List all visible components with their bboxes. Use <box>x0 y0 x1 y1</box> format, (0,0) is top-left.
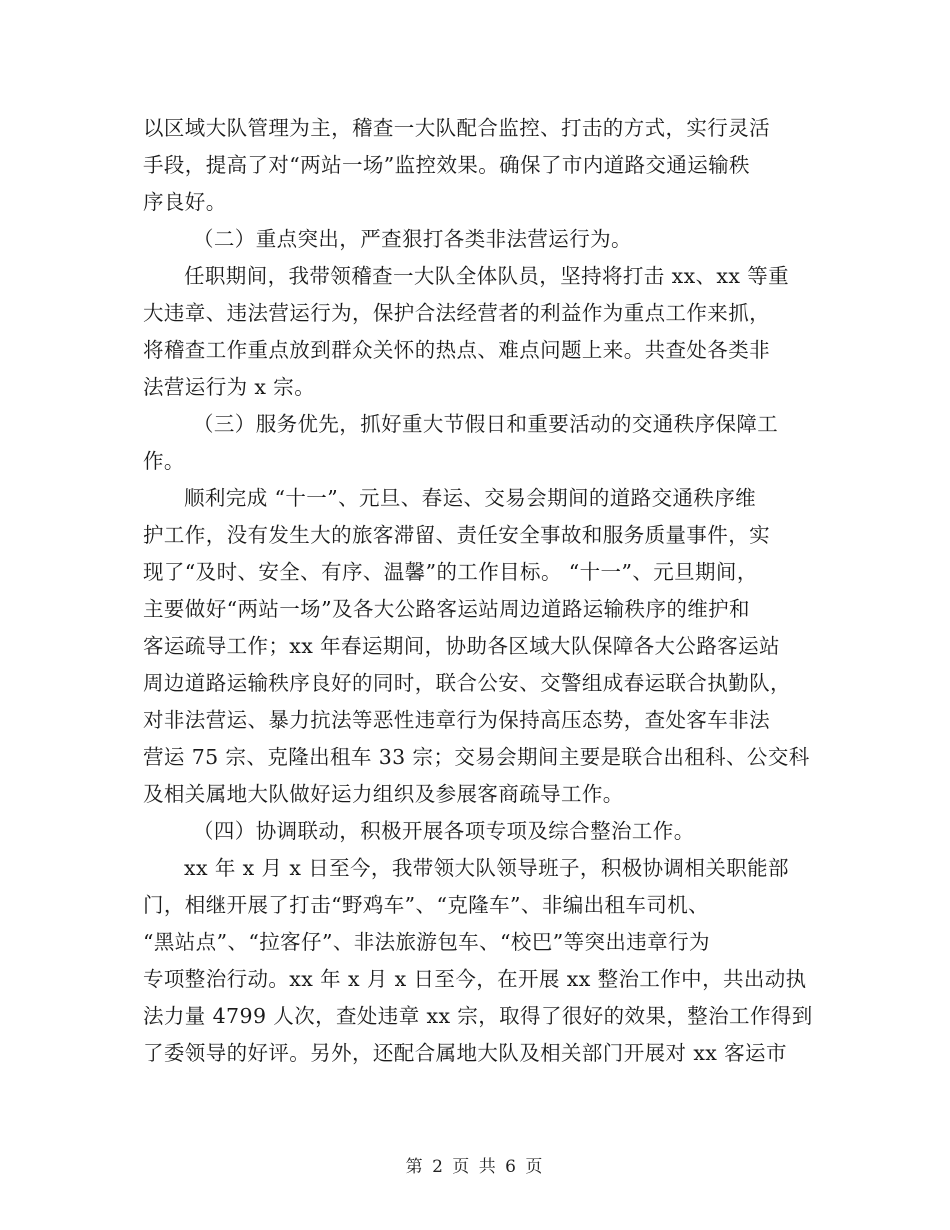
paragraph-first-line: 任职期间，我带领稽查一大队全体队员，坚持将打击 xx、xx 等重 <box>184 264 790 288</box>
page-number-footer: 第 2 页 共 6 页 <box>405 1157 545 1177</box>
text-line: 周边道路运输秩序良好的同时，联合公安、交警组成春运联合执勤队， <box>143 671 791 695</box>
text-line: 作。 <box>143 449 185 473</box>
text-line: 专项整治行动。xx 年 x 月 x 日至今，在开展 xx 整治工作中，共出动执 <box>143 967 807 991</box>
text-line: 对非法营运、暴力抗法等恶性违章行为保持高压态势，查处客车非法 <box>143 708 770 732</box>
text-line: 大违章、违法营运行为，保护合法经营者的利益作为重点工作来抓， <box>143 301 770 325</box>
section-heading: （四）协调联动，积极开展各项专项及综合整治工作。 <box>193 819 695 843</box>
text-line: 法营运行为 x 宗。 <box>143 375 316 399</box>
text-line: 及相关属地大队做好运力组织及参展客商疏导工作。 <box>143 782 624 806</box>
text-line: 营运 75 宗、克隆出租车 33 宗；交易会期间主要是联合出租科、公交科 <box>143 745 810 769</box>
text-line: 主要做好“两站一场”及各大公路客运站周边道路运输秩序的维护和 <box>143 597 750 621</box>
section-heading: （二）重点突出，严查狠打各类非法营运行为。 <box>193 227 632 251</box>
section-heading: （三）服务优先，抓好重大节假日和重要活动的交通秩序保障工 <box>193 412 779 436</box>
text-line: 客运疏导工作；xx 年春运期间，协助各区域大队保障各大公路客运站 <box>143 634 780 658</box>
text-line: 了委领导的好评。另外，还配合属地大队及相关部门开展对 xx 客运市 <box>143 1041 787 1065</box>
document-body <box>143 110 813 1072</box>
text-line: 将稽查工作重点放到群众关怀的热点、难点问题上来。共查处各类非 <box>143 338 770 362</box>
text-line: 现了“及时、安全、有序、温馨”的工作目标。 “十一”、元旦期间， <box>143 560 758 584</box>
text-line: 门，相继开展了打击“野鸡车”、“克隆车”、非编出租车司机、 <box>143 893 710 917</box>
text-line: 序良好。 <box>143 190 227 214</box>
text-line: 法力量 4799 人次，查处违章 xx 宗，取得了很好的效果，整治工作得到 <box>143 1004 813 1028</box>
paragraph-first-line: 顺利完成 “十一”、元旦、春运、交易会期间的道路交通秩序维 <box>184 486 757 510</box>
text-line: “黑站点”、“拉客仔”、非法旅游包车、“校巴”等突出违章行为 <box>143 930 710 954</box>
paragraph-first-line: xx 年 x 月 x 日至今，我带领大队领导班子，积极协调相关职能部 <box>184 856 789 880</box>
text-line: 护工作，没有发生大的旅客滞留、责任安全事故和服务质量事件，实 <box>143 523 770 547</box>
text-line: 以区域大队管理为主，稽查一大队配合监控、打击的方式，实行灵活 <box>143 116 770 140</box>
text-line: 手段，提高了对“两站一场”监控效果。确保了市内道路交通运输秩 <box>143 153 750 177</box>
